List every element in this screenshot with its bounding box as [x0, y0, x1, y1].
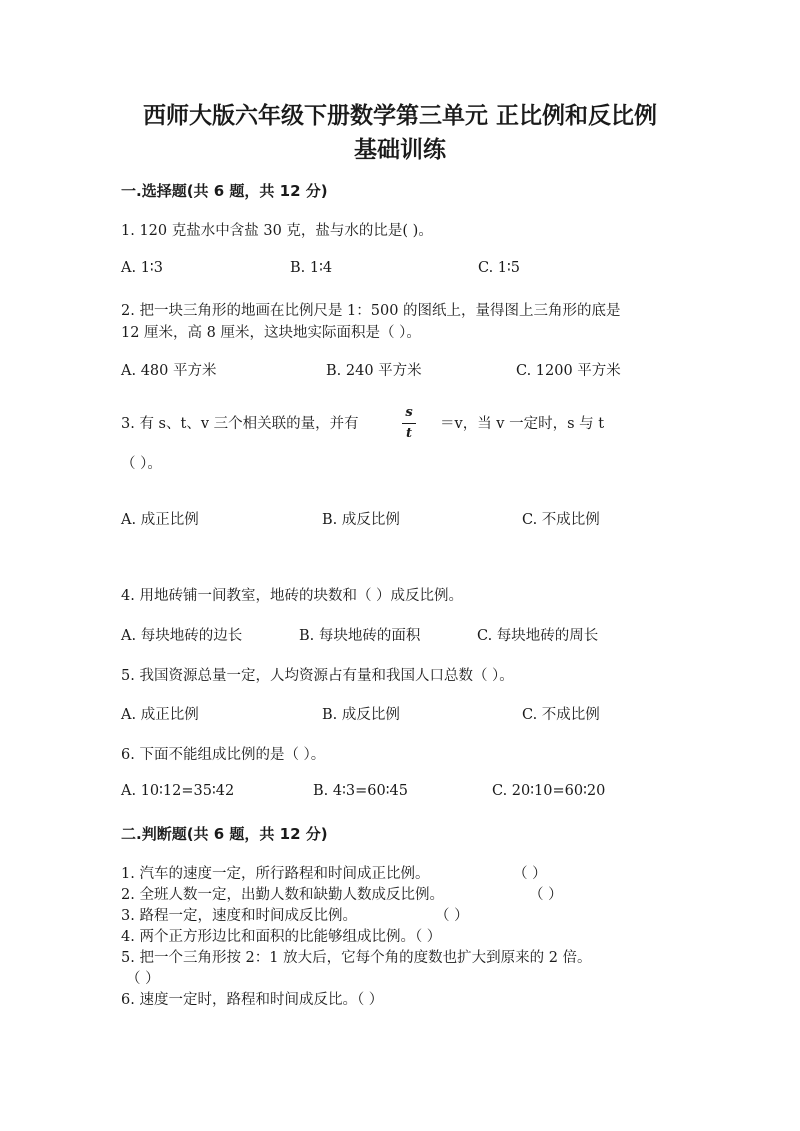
judgement-item-5: 5. 把一个三角形按 2：1 放大后，它每个角的度数也扩大到原来的 2 倍。 — [121, 950, 592, 966]
question-5-option-c[interactable]: C. 不成比例 — [522, 707, 600, 723]
fraction-bar — [402, 423, 416, 424]
judgement-item-3-blank[interactable]: （ ） — [435, 908, 469, 924]
judgement-item-1-blank[interactable]: （ ） — [513, 866, 547, 882]
question-3-option-b[interactable]: B. 成反比例 — [322, 512, 400, 528]
judgement-item-2: 2. 全班人数一定，出勤人数和缺勤人数成反比例。 — [121, 887, 444, 903]
question-3-option-c[interactable]: C. 不成比例 — [522, 512, 600, 528]
question-1-text: 1. 120 克盐水中含盐 30 克，盐与水的比是( )。 — [121, 223, 433, 239]
question-4-option-b[interactable]: B. 每块地砖的面积 — [299, 628, 421, 644]
question-1-option-b[interactable]: B. 1∶4 — [290, 260, 333, 276]
judgement-item-6[interactable]: 6. 速度一定时，路程和时间成反比。（ ） — [121, 992, 384, 1008]
page-title-line1: 西师大版六年级下册数学第三单元 正比例和反比例 — [142, 103, 657, 129]
question-4-text: 4. 用地砖铺一间教室，地砖的块数和（ ）成反比例。 — [121, 588, 464, 604]
question-1-option-a[interactable]: A. 1∶3 — [121, 260, 163, 276]
page-title-line2: 基础训练 — [354, 137, 446, 163]
judgement-item-2-blank[interactable]: （ ） — [529, 887, 563, 903]
fraction-numerator: s — [405, 405, 413, 420]
judgement-item-3: 3. 路程一定，速度和时间成反比例。 — [121, 908, 357, 924]
question-6-text: 6. 下面不能组成比例的是（ ）。 — [121, 747, 326, 763]
section-heading-choice: 一.选择题(共 6 题，共 12 分) — [121, 182, 328, 200]
question-2-option-b[interactable]: B. 240 平方米 — [326, 363, 422, 379]
section-heading-judgement: 二.判断题(共 6 题，共 12 分) — [121, 825, 328, 843]
question-6-option-b[interactable]: B. 4∶3=60∶45 — [313, 783, 408, 799]
question-1-option-c[interactable]: C. 1∶5 — [478, 260, 521, 276]
fraction-s-over-t — [402, 405, 416, 442]
question-3-text-line2: （ ）。 — [121, 456, 162, 472]
question-2-option-a[interactable]: A. 480 平方米 — [121, 363, 217, 379]
question-5-option-b[interactable]: B. 成反比例 — [322, 707, 400, 723]
judgement-item-5-blank[interactable]: （ ） — [126, 971, 160, 987]
question-3-text-before: 3. 有 s、t、v 三个相关联的量，并有 — [121, 416, 359, 432]
question-3-text-after: ＝v，当 v 一定时，s 与 t — [440, 416, 605, 432]
question-2-text-line1: 2. 把一块三角形的地画在比例尺是 1：500 的图纸上，量得图上三角形的底是 — [121, 303, 621, 319]
question-2-option-c[interactable]: C. 1200 平方米 — [516, 363, 621, 379]
question-4-option-c[interactable]: C. 每块地砖的周长 — [477, 628, 599, 644]
question-4-option-a[interactable]: A. 每块地砖的边长 — [121, 628, 243, 644]
question-5-text: 5. 我国资源总量一定，人均资源占有量和我国人口总数（ ）。 — [121, 668, 514, 684]
question-3-option-a[interactable]: A. 成正比例 — [121, 512, 199, 528]
question-5-option-a[interactable]: A. 成正比例 — [121, 707, 199, 723]
judgement-item-4[interactable]: 4. 两个正方形边比和面积的比能够组成比例。（ ） — [121, 929, 442, 945]
judgement-item-1: 1. 汽车的速度一定，所行路程和时间成正比例。 — [121, 866, 430, 882]
question-6-option-a[interactable]: A. 10∶12=35∶42 — [121, 783, 235, 799]
fraction-denominator: t — [405, 426, 412, 441]
question-6-option-c[interactable]: C. 20∶10=60∶20 — [492, 783, 606, 799]
question-2-text-line2: 12 厘米，高 8 厘米，这块地实际面积是（ ）。 — [121, 325, 421, 341]
